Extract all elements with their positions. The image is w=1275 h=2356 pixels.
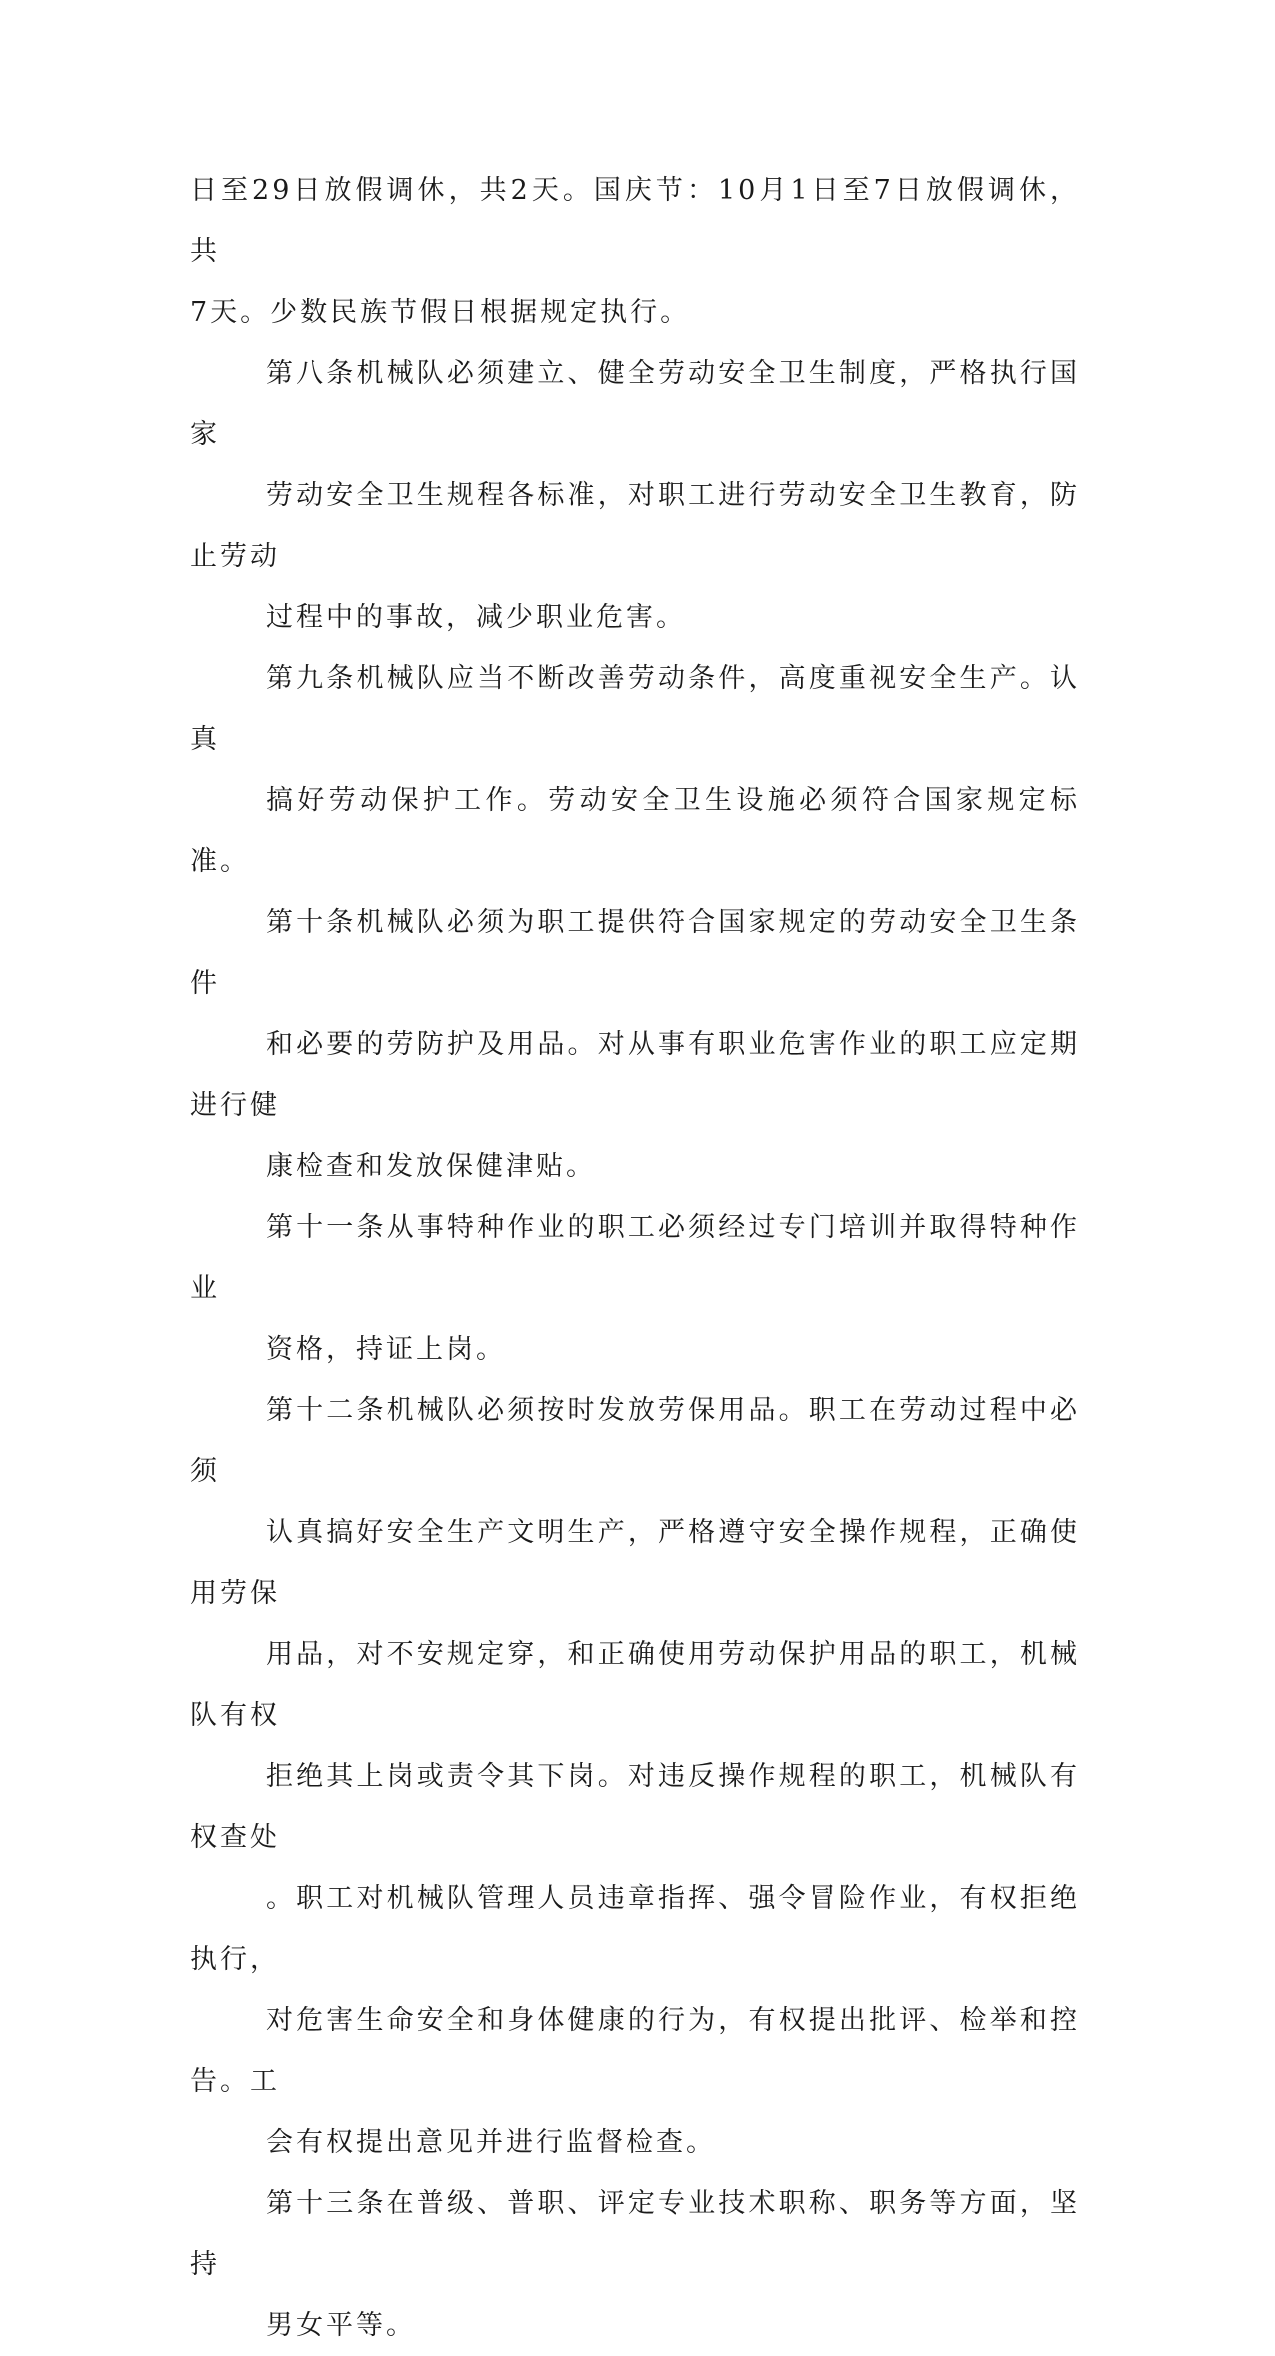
text-line: 男女平等。: [266, 2310, 416, 2341]
paragraph: [190, 892, 1080, 1197]
text-line: 第十二条机械队必须按时发放劳保用品。职工在劳动过程中必须: [190, 1395, 1080, 1487]
text-line: 搞好劳动保护工作。劳动安全卫生设施必须符合国家规定标准。: [190, 785, 1080, 877]
text-line: 劳动安全卫生规程各标准，对职工进行劳动安全卫生教育，防止劳动: [190, 480, 1080, 572]
text-line: 资格，持证上岗。: [266, 1334, 506, 1365]
paragraph: [190, 648, 1080, 892]
text-line: 和必要的劳防护及用品。对从事有职业危害作业的职工应定期进行健: [190, 1029, 1080, 1121]
text-line: 日至29日放假调休，共2天。国庆节：10月1日至7日放假调休，共: [190, 175, 1080, 267]
paragraph: [190, 160, 1080, 343]
document-body: [190, 160, 1080, 2356]
text-line: 会有权提出意见并进行监督检查。: [266, 2127, 716, 2158]
text-line: 第八条机械队必须建立、健全劳动安全卫生制度，严格执行国家: [190, 358, 1080, 450]
text-line: 康检查和发放保健津贴。: [266, 1151, 596, 1182]
paragraph: [190, 343, 1080, 648]
text-line: 第十三条在普级、普职、评定专业技术职称、职务等方面，坚持: [190, 2188, 1080, 2280]
text-line: 第十条机械队必须为职工提供符合国家规定的劳动安全卫生条件: [190, 907, 1080, 999]
text-line: 7天。少数民族节假日根据规定执行。: [190, 297, 691, 328]
text-line: 拒绝其上岗或责令其下岗。对违反操作规程的职工，机械队有权查处: [190, 1761, 1080, 1853]
text-line: 第九条机械队应当不断改善劳动条件，高度重视安全生产。认真: [190, 663, 1080, 755]
text-line: 第十一条从事特种作业的职工必须经过专门培训并取得特种作业: [190, 1212, 1080, 1304]
text-line: 用品，对不安规定穿，和正确使用劳动保护用品的职工，机械队有权: [190, 1639, 1080, 1731]
paragraph: [190, 2173, 1080, 2356]
text-line: 对危害生命安全和身体健康的行为，有权提出批评、检举和控告。工: [190, 2005, 1080, 2097]
text-line: 。职工对机械队管理人员违章指挥、强令冒险作业，有权拒绝执行，: [190, 1883, 1080, 1975]
paragraph: [190, 1380, 1080, 2173]
text-line: 认真搞好安全生产文明生产，严格遵守安全操作规程，正确使用劳保: [190, 1517, 1080, 1609]
paragraph: [190, 1197, 1080, 1380]
text-line: 过程中的事故，减少职业危害。: [266, 602, 686, 633]
